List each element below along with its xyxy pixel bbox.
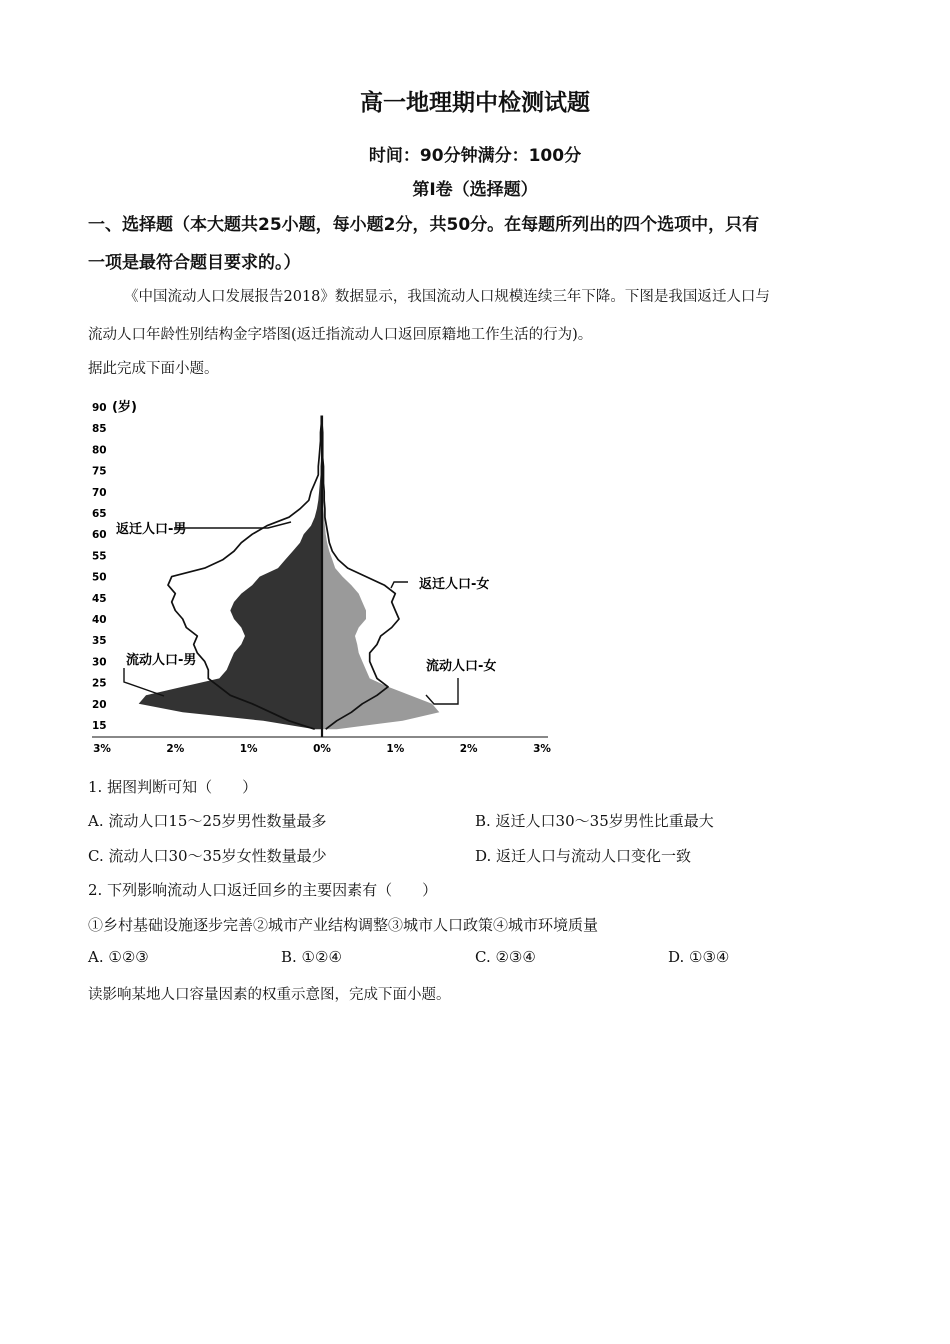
leader-flow-male <box>124 668 164 696</box>
question-2-option-d[interactable]: D. ①③④ <box>668 948 730 966</box>
y-tick-label: 60 <box>92 529 107 542</box>
y-tick-label: 85 <box>92 423 107 436</box>
y-tick-label: 20 <box>92 698 107 711</box>
y-tick-label: 90 <box>92 402 107 414</box>
label-flow-female: 流动人口-女 <box>426 659 497 674</box>
y-tick-label: 45 <box>92 592 107 605</box>
x-tick-label: 2% <box>459 743 478 755</box>
y-tick-label: 15 <box>92 720 107 732</box>
y-axis-unit: (岁) <box>112 400 137 415</box>
x-tick-label: 1% <box>239 743 258 755</box>
x-tick-label: 2% <box>166 743 185 755</box>
series-1-area <box>139 415 322 729</box>
label-flow-male: 流动人口-男 <box>126 653 197 668</box>
page-title: 高一地理期中检测试题 <box>360 90 590 116</box>
x-tick-label: 3% <box>93 743 111 755</box>
y-tick-label: 35 <box>92 635 107 648</box>
next-intro: 读影响某地人口容量因素的权重示意图，完成下面小题。 <box>88 987 451 1003</box>
y-tick-label: 80 <box>92 444 107 457</box>
label-return-female: 返迁人口-女 <box>419 577 490 592</box>
population-pyramid-chart <box>86 392 556 758</box>
intro-line3: 据此完成下面小题。 <box>88 361 219 377</box>
leader-flow-female <box>426 678 458 704</box>
y-tick-label: 25 <box>92 677 107 690</box>
x-tick-label: 1% <box>386 743 405 755</box>
question-1-option-a[interactable]: A. 流动人口15～25岁男性数量最多 <box>88 812 327 830</box>
y-tick-label: 65 <box>92 508 107 520</box>
question-2-option-a[interactable]: A. ①②③ <box>88 948 149 966</box>
x-tick-label: 3% <box>533 743 551 755</box>
y-tick-label: 55 <box>92 550 107 563</box>
question-2-option-b[interactable]: B. ①②④ <box>281 948 342 966</box>
intro-line2: 流动人口年龄性别结构金字塔图(返迁指流动人口返回原籍地工作生活的行为)。 <box>88 327 593 343</box>
question-1-stem: 1. 据图判断可知（ ） <box>88 778 258 796</box>
exam-meta: 时间：90分钟满分：100分 <box>368 146 582 166</box>
intro-line1: 《中国流动人口发展报告2018》数据显示，我国流动人口规模连续三年下降。下图是我国返迁人口与 <box>124 289 770 305</box>
question-2-items: ①乡村基础设施逐步完善②城市产业结构调整③城市人口政策④城市环境质量 <box>88 916 599 934</box>
y-tick-label: 30 <box>92 656 107 669</box>
pyramid-series <box>139 415 440 729</box>
y-tick-label: 40 <box>92 614 107 626</box>
leader-return-female <box>391 582 408 588</box>
section-heading-line1: 一、选择题（本大题共25小题，每小题2分，共50分。在每题所列出的四个选项中，只有 <box>88 215 760 235</box>
y-tick-label: 70 <box>92 486 107 499</box>
question-2-stem: 2. 下列影响流动人口返迁回乡的主要因素有（ ） <box>88 881 438 899</box>
y-tick-labels <box>92 402 107 732</box>
section-heading-line2: 一项是最符合题目要求的。） <box>88 253 301 273</box>
x-tick-label: 0% <box>313 743 331 755</box>
volume-heading: 第Ⅰ卷（选择题） <box>412 180 538 200</box>
question-1-option-d[interactable]: D. 返迁人口与流动人口变化一致 <box>475 847 692 865</box>
question-1-option-b[interactable]: B. 返迁人口30～35岁男性比重最大 <box>475 812 714 830</box>
question-1-option-c[interactable]: C. 流动人口30～35岁女性数量最少 <box>88 847 327 865</box>
question-2-option-c[interactable]: C. ②③④ <box>475 948 536 966</box>
y-tick-label: 50 <box>92 571 107 584</box>
y-tick-label: 75 <box>92 465 107 478</box>
label-return-male: 返迁人口-男 <box>116 522 187 537</box>
x-tick-labels <box>93 743 551 755</box>
